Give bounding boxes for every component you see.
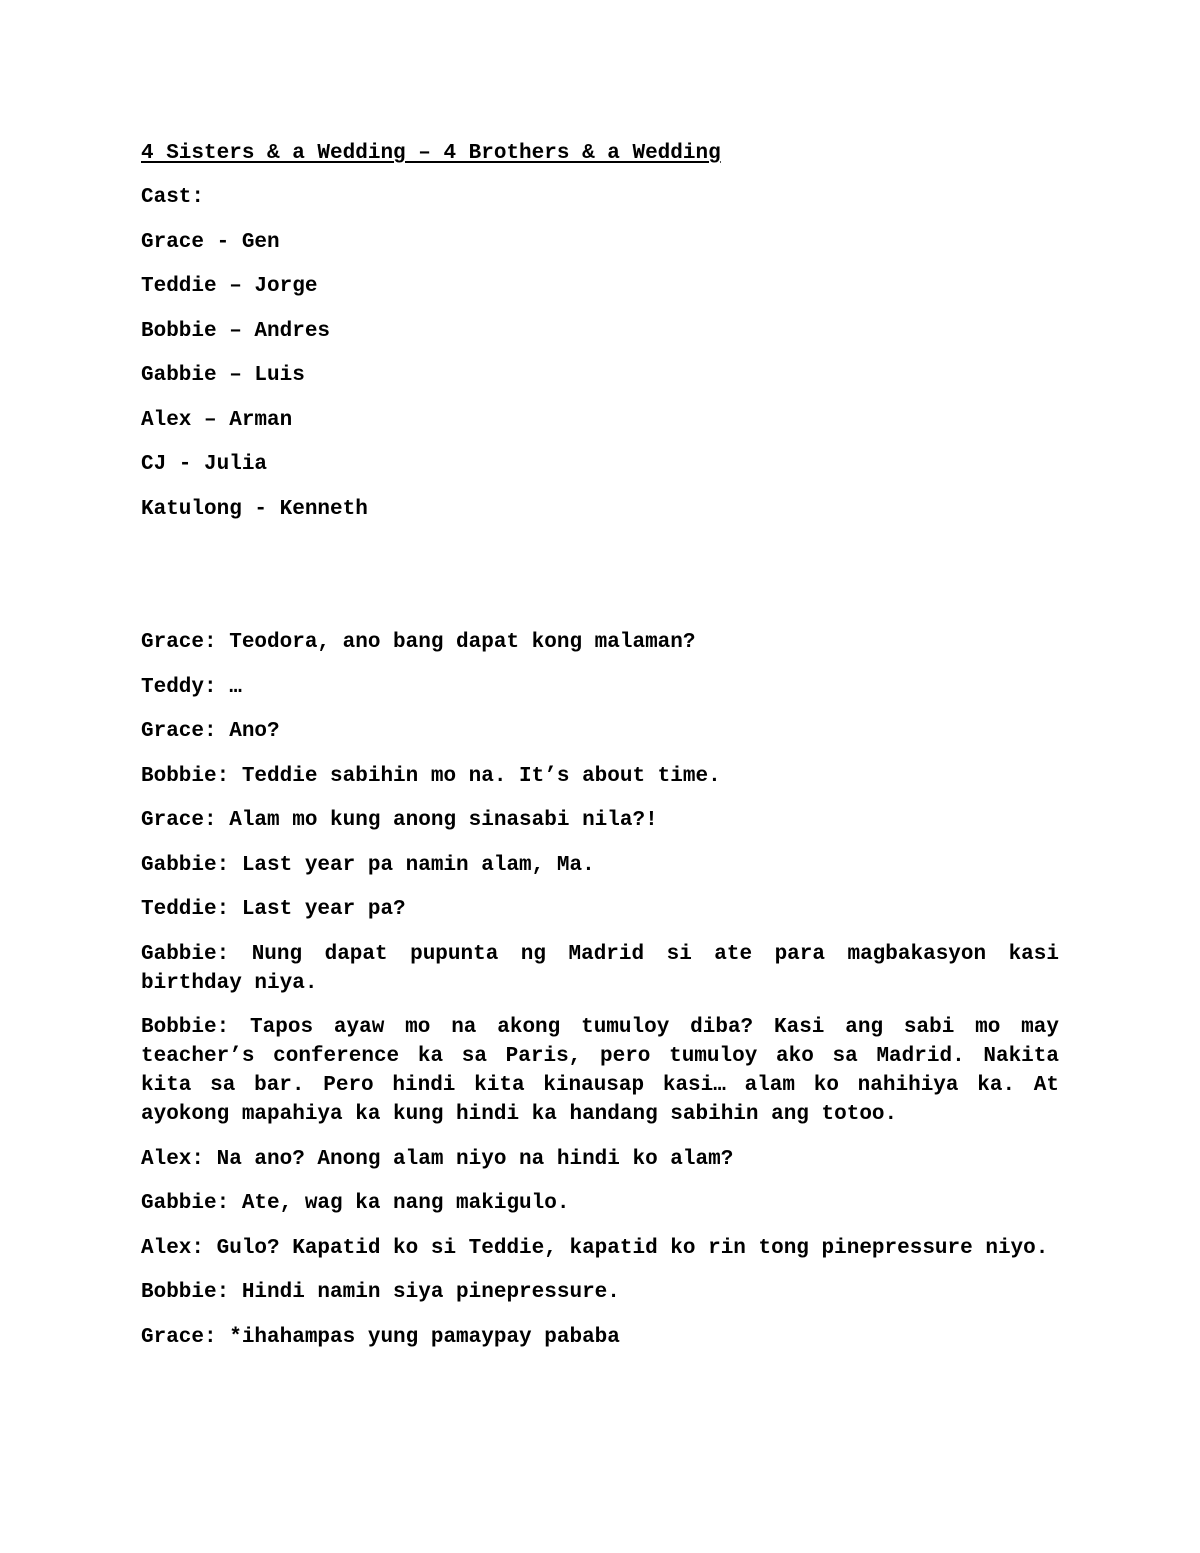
dialogue-line: Alex: Gulo? Kapatid ko si Teddie, kapatid ko rin tong pinepressure niyo. <box>141 1236 1049 1260</box>
cast-item-gabbie: Gabbie – Luis <box>141 364 305 387</box>
cast-heading: Cast: <box>141 186 205 209</box>
dialogue-line: Grace: Alam mo kung anong sinasabi nila?! <box>141 809 658 832</box>
cast-item-teddie: Teddie – Jorge <box>141 275 318 298</box>
dialogue-line: Bobbie: Hindi namin siya pinepressure. <box>141 1281 620 1304</box>
dialogue-line: Teddy: … <box>141 675 242 699</box>
section-spacer <box>141 539 1059 628</box>
cast-item-grace: Grace - Gen <box>141 230 280 254</box>
dialogue-line: Bobbie: Teddie sabihin mo na. It’s about time. <box>141 764 721 788</box>
cast-item-alex: Alex – Arman <box>141 408 293 432</box>
dialogue-line: Gabbie: Last year pa namin alam, Ma. <box>141 853 595 877</box>
script-content <box>141 139 1059 1367</box>
dialogue-line: Grace: *ihahampas yung pamaypay pababa <box>141 1325 620 1349</box>
dialogue-line: Gabbie: Nung dapat pupunta ng Madrid si ate para magbakasyon kasi birthday niya. <box>141 942 1059 995</box>
dialogue-line: Bobbie: Tapos ayaw mo na akong tumuloy diba? Kasi ang sabi mo may teacher’s conference ka sa Paris, pero tumuloy ako sa Madrid. Nakita kita sa bar. Pero hindi kita kinausap kasi… alam ko nahihiya ka. At ayokong mapahiya ka kung hindi ka handang sabihin ang totoo. <box>141 1016 1059 1126</box>
script-title: 4 Sisters & a Wedding – 4 Brothers & a Wedding <box>141 142 721 165</box>
dialogue-line: Gabbie: Ate, wag ka nang makigulo. <box>141 1192 570 1215</box>
dialogue-line: Grace: Ano? <box>141 720 280 743</box>
cast-item-katulong: Katulong - Kenneth <box>141 497 368 521</box>
cast-item-bobbie: Bobbie – Andres <box>141 319 331 343</box>
cast-item-cj: CJ - Julia <box>141 453 268 476</box>
dialogue-line: Teddie: Last year pa? <box>141 898 406 921</box>
dialogue-line: Grace: Teodora, ano bang dapat kong malaman? <box>141 631 696 654</box>
dialogue-line: Alex: Na ano? Anong alam niyo na hindi ko alam? <box>141 1147 734 1171</box>
